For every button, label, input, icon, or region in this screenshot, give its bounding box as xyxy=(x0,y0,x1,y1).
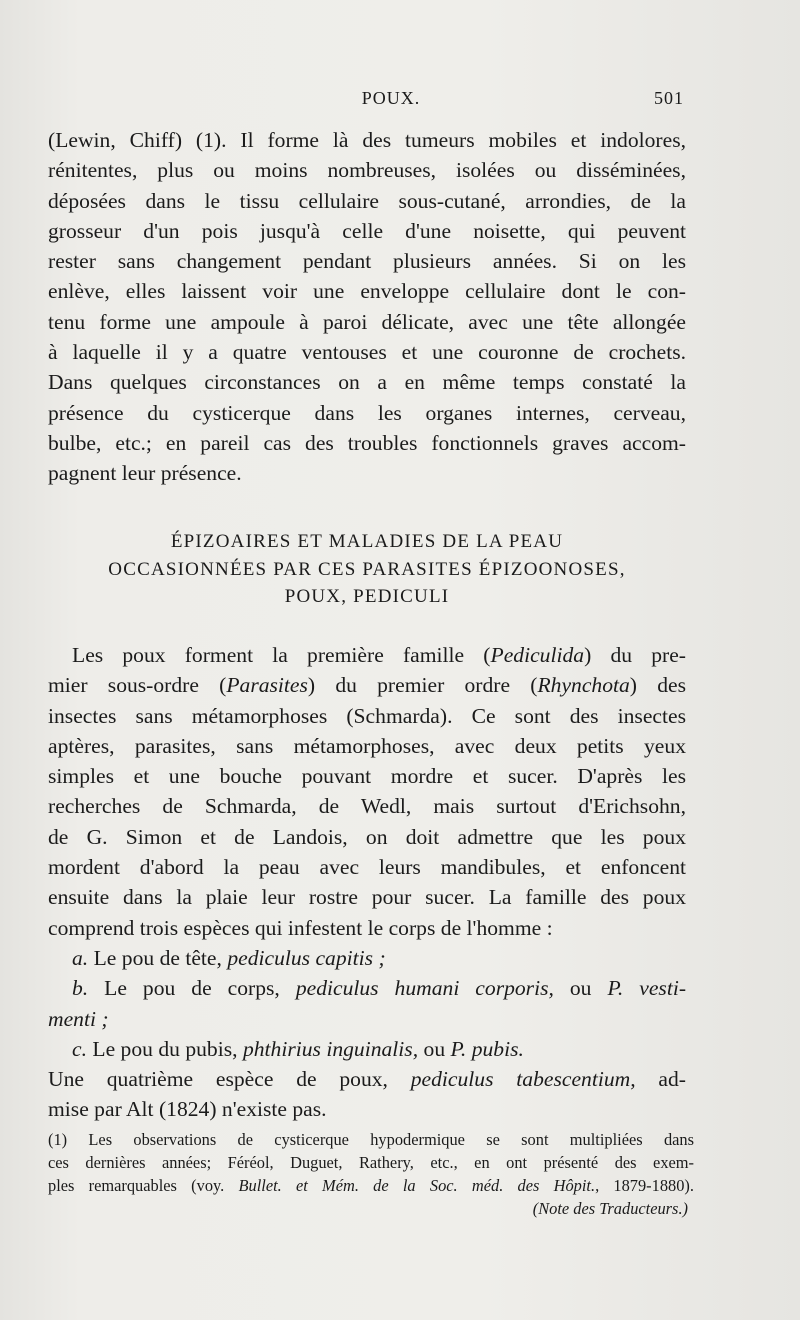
citation-title: Bullet. et Mém. de la Soc. méd. des Hôpit. xyxy=(238,1176,596,1195)
text-run: ad- xyxy=(635,1067,686,1092)
text-line: simples et une bouche pouvant mordre et sucer. D'après les xyxy=(48,764,686,789)
species-item-a xyxy=(48,943,686,973)
page-number: 501 xyxy=(654,88,684,108)
text-line: tenu forme une ampoule à paroi délicate, avec une tête allongée xyxy=(48,309,686,334)
text-line: pagnent leur présence. xyxy=(48,461,242,486)
running-head xyxy=(48,88,684,114)
text-line: recherches de Schmarda, de Wedl, mais surtout d'Erichsohn, xyxy=(48,794,686,819)
text-run: ) des xyxy=(629,673,686,698)
text-line: de G. Simon et de Landois, on doit admettre que les poux xyxy=(48,824,686,849)
text-line: présence du cysticerque dans les organes internes, cerveau, xyxy=(48,400,686,425)
text-line: (Lewin, Chiff) (1). Il forme là des tumeurs mobiles et indolores, xyxy=(48,128,686,152)
text-line xyxy=(48,1064,686,1094)
item-letter: c. xyxy=(72,1036,87,1061)
text-line: rénitentes, plus ou moins nombreuses, isolées ou disséminées, xyxy=(48,158,686,183)
footnote-line: (1) Les observations de cysticerque hypodermique se sont multipliées dans xyxy=(48,1130,694,1149)
text-line xyxy=(48,670,686,700)
text-line: mordent d'abord la peau avec leurs mandibules, et enfoncent xyxy=(48,855,686,880)
latin-term: Pediculida xyxy=(490,643,585,667)
latin-term: menti ; xyxy=(48,1006,109,1031)
latin-term: P. vesti- xyxy=(607,976,687,1001)
text-run: mier sous-ordre ( xyxy=(48,673,227,698)
item-letter: a. xyxy=(72,945,89,970)
text-run: Une quatrième espèce de poux, xyxy=(48,1067,411,1092)
footnote xyxy=(48,1128,694,1220)
translator-note: (Note des Traducteurs.) xyxy=(532,1199,688,1218)
text-line: mise par Alt (1824) n'existe pas. xyxy=(48,1097,327,1122)
section-heading xyxy=(48,528,686,611)
text-line: insectes sans métamorphoses (Schmarda). Ce sont des insectes xyxy=(48,703,686,728)
text-line: grosseur d'un pois jusqu'à celle d'une noisette, qui peuvent xyxy=(48,218,686,243)
text-run: , 1879-1880). xyxy=(595,1176,694,1195)
text-line: rester sans changement pendant plusieurs années. Si on les xyxy=(48,249,686,274)
text-run: ou xyxy=(553,976,608,1001)
heading-line: ÉPIZOAIRES ET MALADIES DE LA PEAU xyxy=(170,531,564,552)
paragraph-cysticercus xyxy=(48,125,686,489)
text-run: ) du pre- xyxy=(584,643,686,667)
text-run: Le pou du pubis, xyxy=(86,1036,243,1061)
species-item-b xyxy=(48,973,686,1003)
text-line: aptères, parasites, sans métamorphoses, avec deux petits yeux xyxy=(48,733,686,758)
footnote-line: ces dernières années; Féréol, Duguet, Rathery, etc., en ont présenté des exem- xyxy=(48,1153,694,1172)
latin-term: pediculus humani corporis, xyxy=(295,976,554,1001)
item-letter: b. xyxy=(72,976,89,1001)
text-line: enlève, elles laissent voir une enveloppe cellulaire dont le con- xyxy=(48,279,686,304)
text-run: Les poux forment la première famille ( xyxy=(72,643,491,667)
text-line: bulbe, etc.; en pareil cas des troubles fonctionnels graves accom- xyxy=(48,430,686,455)
text-line: déposées dans le tissu cellulaire sous-cutané, arrondies, de la xyxy=(48,188,686,213)
text-run: Le pou de corps, xyxy=(88,976,296,1001)
latin-term: pediculus tabescentium, xyxy=(410,1067,636,1092)
heading-line: POUX, PEDICULI xyxy=(284,586,450,607)
text-line xyxy=(48,1004,686,1034)
footnote-line xyxy=(48,1174,694,1197)
text-run: Le pou de tête, xyxy=(88,945,228,970)
latin-term: Parasites xyxy=(226,673,308,698)
text-run: ples remarquables (voy. xyxy=(48,1176,239,1195)
latin-term: P. pubis. xyxy=(450,1036,524,1061)
text-line: ensuite dans la plaie leur rostre pour sucer. La famille des poux xyxy=(48,885,686,910)
heading-line: OCCASIONNÉES PAR CES PARASITES ÉPIZOONOSES, xyxy=(108,558,626,580)
text-run: ou xyxy=(418,1036,451,1061)
latin-term: phthirius inguinalis, xyxy=(242,1036,419,1061)
latin-term: Rhynchota xyxy=(537,673,630,698)
running-head-title: POUX. xyxy=(361,88,421,108)
latin-term: pediculus capitis ; xyxy=(227,945,386,970)
text-line: Dans quelques circonstances on a en même temps constaté la xyxy=(48,370,686,395)
text-run: ) du premier ordre ( xyxy=(307,673,538,698)
text-line: à laquelle il y a quatre ventouses et une couronne de crochets. xyxy=(48,340,686,365)
text-line: comprend trois espèces qui infestent le corps de l'homme : xyxy=(48,915,553,940)
species-item-c xyxy=(48,1034,686,1064)
paragraph-lice xyxy=(48,640,686,1125)
text-line xyxy=(48,640,686,670)
